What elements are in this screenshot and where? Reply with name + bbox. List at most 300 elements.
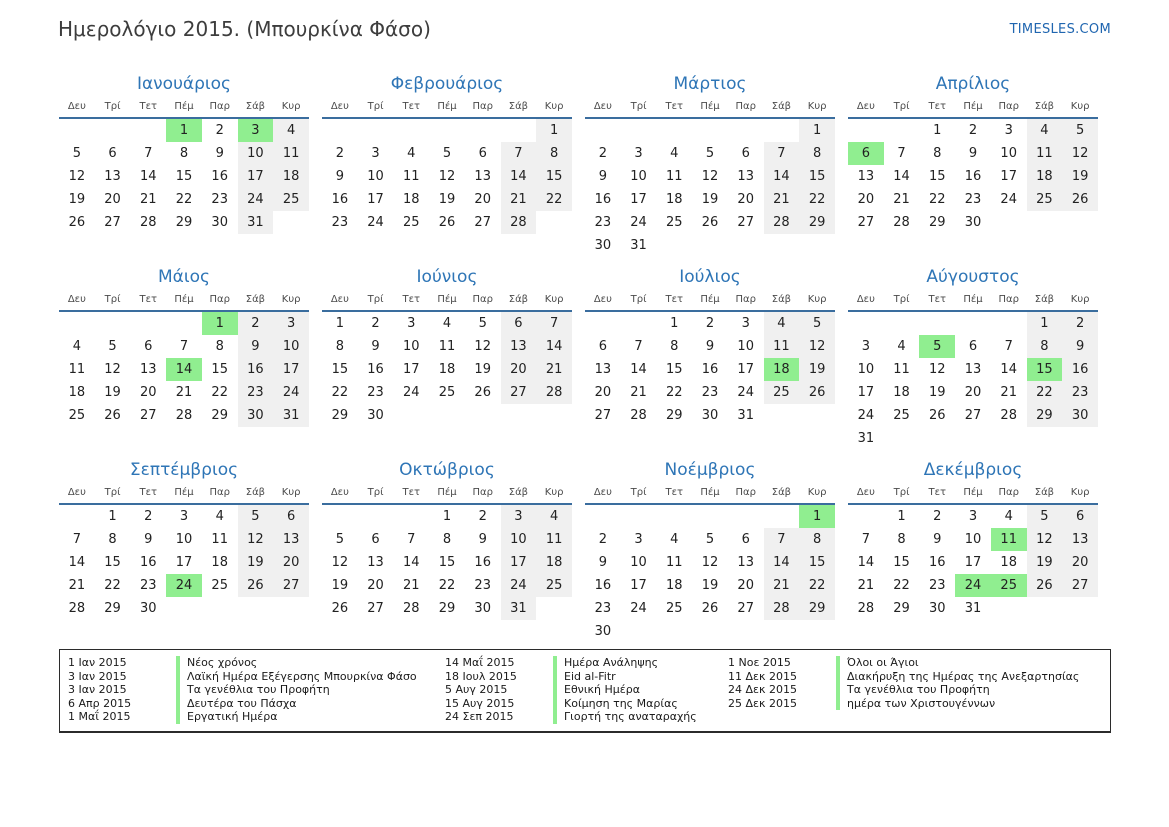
weekday-label: Κυρ: [807, 101, 827, 112]
day-cell: 24: [630, 601, 647, 616]
day-cell: 2: [598, 146, 607, 161]
day-cell: 27: [857, 215, 875, 230]
weekday-label: Πέμ: [963, 294, 983, 305]
weekday-label: Τετ: [139, 101, 158, 112]
day-cell: 3: [371, 146, 380, 161]
day-cell: 5: [705, 532, 715, 547]
weekday-label: Κυρ: [1070, 294, 1090, 305]
empty-cell: [656, 119, 692, 142]
empty-cell: [692, 505, 728, 528]
day-cell: 10: [367, 169, 384, 184]
day-cell: 14: [140, 169, 157, 184]
empty-cell: [764, 234, 800, 257]
month-days: [848, 310, 1098, 450]
empty-cell: [884, 312, 920, 335]
empty-cell: [884, 427, 920, 450]
day-cell: 5: [72, 146, 81, 161]
empty-cell: [322, 119, 358, 142]
day-cell: 18: [1027, 165, 1063, 188]
holiday-color-bar: [553, 697, 557, 711]
holiday-color-bar: [836, 683, 840, 697]
weekday-label: Πέμ: [174, 487, 194, 498]
empty-cell: [991, 597, 1027, 620]
month-days: [848, 503, 1098, 620]
weekday-label: Σάβ: [245, 294, 266, 305]
empty-cell: [166, 312, 202, 335]
day-cell: 25: [438, 385, 456, 400]
day-cell: 25: [1027, 188, 1063, 211]
day-cell: 14: [1000, 362, 1017, 377]
weekday-label: Σάβ: [508, 487, 529, 498]
day-cell: 24: [501, 574, 537, 597]
weekday-label: Δευ: [330, 487, 349, 498]
day-cell: 8: [799, 528, 835, 551]
weekday-label: Κυρ: [544, 487, 564, 498]
legend-item: [728, 697, 1102, 711]
weekday-label: Δευ: [67, 101, 86, 112]
weekday-label: Παρ: [735, 294, 756, 305]
day-cell: 31: [737, 408, 754, 423]
day-cell: 20: [367, 578, 384, 593]
day-cell: 28: [175, 408, 193, 423]
day-cell: 7: [144, 146, 153, 161]
holiday-day-cell: 1: [799, 505, 835, 528]
day-cell: 25: [403, 215, 420, 230]
day-cell: 7: [764, 528, 800, 551]
day-cell: 31: [857, 431, 875, 446]
weekday-header-row: [322, 291, 572, 310]
day-cell: 7: [764, 142, 800, 165]
holiday-day-cell: 24: [955, 574, 991, 597]
weekday-label: Δευ: [593, 101, 612, 112]
day-cell: 17: [630, 192, 647, 207]
day-cell: 25: [893, 408, 910, 423]
day-cell: 13: [964, 362, 982, 377]
empty-cell: [764, 620, 800, 643]
day-cell: 3: [741, 316, 750, 331]
day-cell: 5: [1027, 505, 1063, 528]
day-cell: 20: [737, 192, 754, 207]
weekday-label: Τρί: [630, 294, 647, 305]
day-cell: 20: [857, 192, 875, 207]
day-cell: 3: [861, 339, 870, 354]
weekday-label: Σάβ: [771, 294, 792, 305]
day-cell: 1: [1027, 312, 1063, 335]
day-cell: 17: [630, 578, 647, 593]
weekday-header-row: [322, 484, 572, 503]
legend-date: 14 Μαΐ 2015: [445, 656, 515, 669]
weekday-label: Πέμ: [174, 294, 194, 305]
legend-date: 1 Μαΐ 2015: [68, 710, 131, 723]
weekday-label: Πέμ: [963, 487, 983, 498]
month-title: Νοέμβριος: [664, 460, 756, 480]
day-cell: 24: [367, 215, 384, 230]
day-cell: 21: [764, 574, 800, 597]
day-cell: 8: [442, 532, 452, 547]
holiday-color-bar: [176, 697, 180, 711]
day-cell: 27: [273, 574, 309, 597]
holiday-day-cell: 24: [166, 574, 202, 597]
weekday-label: Δευ: [856, 487, 875, 498]
day-cell: 20: [273, 551, 309, 574]
legend: [59, 649, 1111, 733]
day-cell: 19: [238, 551, 274, 574]
day-cell: 20: [140, 385, 157, 400]
empty-cell: [273, 211, 309, 234]
day-cell: 22: [799, 188, 835, 211]
day-cell: 23: [331, 215, 349, 230]
legend-holiday-name: Τα γενέθλια του Προφήτη: [187, 683, 330, 696]
day-cell: 14: [630, 362, 647, 377]
day-cell: 14: [536, 335, 572, 358]
legend-holiday-name: Eid al-Fitr: [564, 669, 616, 683]
day-cell: 24: [238, 188, 274, 211]
day-cell: 30: [701, 408, 719, 423]
day-cell: 30: [594, 238, 612, 253]
day-cell: 13: [104, 169, 121, 184]
weekday-label: Τετ: [139, 487, 158, 498]
empty-cell: [585, 119, 621, 142]
day-cell: 18: [211, 555, 228, 570]
day-cell: 21: [893, 192, 910, 207]
day-cell: 1: [442, 509, 452, 524]
day-cell: 14: [893, 169, 910, 184]
day-cell: 8: [1027, 335, 1063, 358]
weekday-label: Δευ: [67, 487, 86, 498]
legend-item: [445, 656, 728, 670]
day-cell: 16: [474, 555, 491, 570]
day-cell: 31: [238, 211, 274, 234]
day-cell: 10: [630, 555, 647, 570]
month-title: Ιούνιος: [416, 267, 478, 287]
weekday-label: Κυρ: [544, 101, 564, 112]
empty-cell: [536, 404, 572, 427]
day-cell: 30: [474, 601, 491, 616]
month-title: Σεπτέμβριος: [129, 460, 239, 480]
day-cell: 30: [238, 404, 274, 427]
day-cell: 4: [670, 146, 679, 161]
day-cell: 12: [929, 362, 946, 377]
weekday-label: Σάβ: [1034, 101, 1055, 112]
day-cell: 23: [211, 192, 228, 207]
holiday-day-cell: 5: [919, 335, 955, 358]
day-cell: 10: [630, 169, 647, 184]
weekday-label: Σάβ: [245, 487, 266, 498]
day-cell: 7: [897, 146, 906, 161]
day-cell: 13: [367, 555, 384, 570]
day-cell: 9: [238, 335, 274, 358]
day-cell: 22: [929, 192, 946, 207]
day-cell: 18: [666, 192, 683, 207]
legend-holiday-name: Ημέρα Ανάληψης: [564, 656, 659, 669]
day-cell: 2: [1062, 312, 1098, 335]
empty-cell: [95, 119, 131, 142]
day-cell: 20: [737, 578, 754, 593]
day-cell: 13: [474, 169, 491, 184]
day-cell: 9: [371, 339, 380, 354]
day-cell: 30: [594, 624, 612, 639]
weekday-label: Παρ: [735, 101, 756, 112]
weekday-label: Παρ: [998, 487, 1019, 498]
empty-cell: [621, 312, 657, 335]
legend-holiday-name: Εθνική Ημέρα: [564, 683, 640, 696]
day-cell: 30: [211, 215, 228, 230]
day-cell: 29: [799, 211, 835, 234]
day-cell: 13: [273, 528, 309, 551]
day-cell: 4: [407, 146, 416, 161]
day-cell: 9: [144, 532, 153, 547]
weekday-label: Σάβ: [771, 487, 792, 498]
weekday-label: Τρί: [893, 294, 910, 305]
day-cell: 28: [140, 215, 157, 230]
month-calendar: [848, 458, 1098, 643]
day-cell: 3: [634, 146, 643, 161]
weekday-label: Κυρ: [1070, 101, 1090, 112]
day-cell: 2: [144, 509, 153, 524]
day-cell: 29: [175, 215, 193, 230]
weekday-label: Τετ: [928, 294, 947, 305]
day-cell: 29: [929, 215, 946, 230]
day-cell: 12: [701, 555, 719, 570]
day-cell: 12: [799, 335, 835, 358]
day-cell: 7: [634, 339, 643, 354]
day-cell: 6: [1062, 505, 1098, 528]
day-cell: 12: [331, 555, 349, 570]
day-cell: 9: [478, 532, 487, 547]
day-cell: 14: [857, 555, 875, 570]
month-calendar: [322, 72, 572, 257]
day-cell: 7: [179, 339, 189, 354]
day-cell: 15: [438, 555, 456, 570]
empty-cell: [692, 234, 728, 257]
day-cell: 23: [929, 578, 946, 593]
legend-date: 1 Νοε 2015: [728, 656, 791, 669]
empty-cell: [238, 597, 274, 620]
weekday-label: Πέμ: [700, 101, 720, 112]
weekday-label: Σάβ: [1034, 487, 1055, 498]
empty-cell: [393, 505, 429, 528]
legend-holiday-name: Όλοι οι Άγιοι: [847, 656, 919, 669]
legend-holiday-name: Εργατική Ημέρα: [187, 710, 278, 723]
months-grid: [59, 72, 1169, 643]
day-cell: 8: [335, 339, 344, 354]
day-cell: 28: [893, 215, 910, 230]
day-cell: 28: [68, 601, 86, 616]
day-cell: 13: [857, 169, 875, 184]
holiday-color-bar: [836, 697, 840, 711]
weekday-label: Τετ: [402, 487, 421, 498]
day-cell: 28: [857, 601, 875, 616]
day-cell: 1: [335, 316, 344, 331]
weekday-label: Πέμ: [700, 487, 720, 498]
day-cell: 13: [501, 335, 537, 358]
empty-cell: [919, 427, 955, 450]
day-cell: 29: [893, 601, 910, 616]
day-cell: 9: [968, 146, 978, 161]
weekday-label: Κυρ: [544, 294, 564, 305]
month-calendar: [585, 72, 835, 257]
day-cell: 28: [1000, 408, 1017, 423]
legend-date: 15 Αυγ 2015: [445, 696, 515, 710]
legend-date: 3 Ιαν 2015: [68, 669, 127, 683]
day-cell: 3: [634, 532, 643, 547]
weekday-header-row: [585, 484, 835, 503]
day-cell: 8: [799, 142, 835, 165]
month-title: Μάιος: [157, 267, 210, 287]
legend-column: [68, 656, 445, 724]
weekday-label: Παρ: [472, 101, 493, 112]
day-cell: 16: [211, 169, 228, 184]
day-cell: 26: [1062, 188, 1098, 211]
day-cell: 21: [403, 578, 420, 593]
empty-cell: [273, 597, 309, 620]
day-cell: 10: [175, 532, 193, 547]
day-cell: 29: [331, 408, 349, 423]
empty-cell: [429, 404, 465, 427]
day-cell: 31: [273, 404, 309, 427]
day-cell: 4: [897, 339, 906, 354]
day-cell: 10: [737, 339, 754, 354]
month-title: Οκτώβριος: [399, 460, 495, 480]
empty-cell: [536, 597, 572, 620]
weekday-label: Σάβ: [508, 101, 529, 112]
weekday-label: Σάβ: [1034, 294, 1055, 305]
empty-cell: [536, 211, 572, 234]
holiday-color-bar: [836, 670, 840, 684]
site-link[interactable]: TIMESLES.COM: [1009, 22, 1111, 37]
day-cell: 6: [501, 312, 537, 335]
empty-cell: [1027, 211, 1063, 234]
day-cell: 10: [238, 142, 274, 165]
weekday-label: Κυρ: [281, 101, 301, 112]
empty-cell: [393, 119, 429, 142]
day-cell: 12: [1062, 142, 1098, 165]
empty-cell: [621, 119, 657, 142]
legend-column: [728, 656, 1102, 724]
day-cell: 5: [442, 146, 452, 161]
weekday-label: Πέμ: [437, 101, 457, 112]
day-cell: 15: [104, 555, 121, 570]
day-cell: 22: [104, 578, 121, 593]
empty-cell: [1027, 427, 1063, 450]
empty-cell: [322, 505, 358, 528]
weekday-label: Δευ: [67, 294, 86, 305]
legend-holiday-name: Διακήρυξη της Ημέρας της Ανεξαρτησίας: [847, 669, 1080, 683]
weekday-label: Παρ: [735, 487, 756, 498]
weekday-header-row: [322, 98, 572, 117]
empty-cell: [991, 427, 1027, 450]
day-cell: 4: [764, 312, 800, 335]
month-calendar: [322, 458, 572, 643]
holiday-day-cell: 25: [991, 574, 1027, 597]
empty-cell: [848, 505, 884, 528]
day-cell: 29: [666, 408, 683, 423]
day-cell: 18: [893, 385, 910, 400]
empty-cell: [429, 119, 465, 142]
day-cell: 16: [594, 578, 612, 593]
day-cell: 10: [273, 335, 309, 358]
day-cell: 11: [211, 532, 228, 547]
day-cell: 6: [371, 532, 380, 547]
day-cell: 27: [501, 381, 537, 404]
day-cell: 27: [140, 408, 157, 423]
day-cell: 18: [666, 578, 683, 593]
day-cell: 13: [737, 169, 754, 184]
day-cell: 7: [407, 532, 416, 547]
empty-cell: [728, 234, 764, 257]
day-cell: 11: [403, 169, 420, 184]
month-title: Αύγουστος: [926, 267, 1020, 287]
day-cell: 5: [705, 146, 715, 161]
day-cell: 20: [594, 385, 612, 400]
month-title: Δεκέμβριος: [923, 460, 1023, 480]
day-cell: 19: [104, 385, 121, 400]
legend-holiday-name: Γιορτή της αναταραχής: [564, 710, 697, 723]
day-cell: 15: [331, 362, 349, 377]
day-cell: 29: [1027, 404, 1063, 427]
month-calendar: [848, 72, 1098, 257]
day-cell: 8: [933, 146, 942, 161]
day-cell: 19: [68, 192, 86, 207]
holiday-color-bar: [553, 656, 557, 670]
empty-cell: [621, 620, 657, 643]
day-cell: 24: [857, 408, 875, 423]
weekday-label: Κυρ: [281, 487, 301, 498]
day-cell: 17: [403, 362, 420, 377]
day-cell: 1: [670, 316, 679, 331]
day-cell: 27: [737, 601, 754, 616]
day-cell: 21: [140, 192, 157, 207]
empty-cell: [1062, 211, 1098, 234]
holiday-color-bar: [176, 656, 180, 670]
weekday-header-row: [585, 291, 835, 310]
day-cell: 10: [403, 339, 420, 354]
day-cell: 8: [215, 339, 224, 354]
month-title: Ιανουάριος: [136, 74, 232, 94]
day-cell: 4: [1004, 509, 1013, 524]
day-cell: 18: [273, 165, 309, 188]
empty-cell: [130, 312, 166, 335]
holiday-day-cell: 1: [202, 312, 238, 335]
legend-holiday-name: Κοίμηση της Μαρίας: [564, 696, 678, 710]
day-cell: 4: [536, 505, 572, 528]
month-days: [848, 117, 1098, 234]
day-cell: 10: [501, 528, 537, 551]
day-cell: 27: [737, 215, 754, 230]
day-cell: 26: [701, 215, 719, 230]
day-cell: 8: [670, 339, 679, 354]
day-cell: 9: [933, 532, 942, 547]
day-cell: 6: [273, 505, 309, 528]
day-cell: 29: [438, 601, 456, 616]
day-cell: 22: [175, 192, 193, 207]
legend-item: [68, 656, 445, 670]
day-cell: 13: [140, 362, 157, 377]
day-cell: 21: [857, 578, 875, 593]
day-cell: 23: [140, 578, 157, 593]
day-cell: 5: [478, 316, 487, 331]
empty-cell: [1062, 597, 1098, 620]
month-title: Μάρτιος: [673, 74, 747, 94]
weekday-label: Τετ: [665, 487, 684, 498]
day-cell: 10: [857, 362, 875, 377]
legend-item: [728, 670, 1102, 684]
month-calendar: [585, 458, 835, 643]
day-cell: 30: [1062, 404, 1098, 427]
day-cell: 14: [403, 555, 420, 570]
day-cell: 28: [764, 597, 800, 620]
empty-cell: [1062, 427, 1098, 450]
